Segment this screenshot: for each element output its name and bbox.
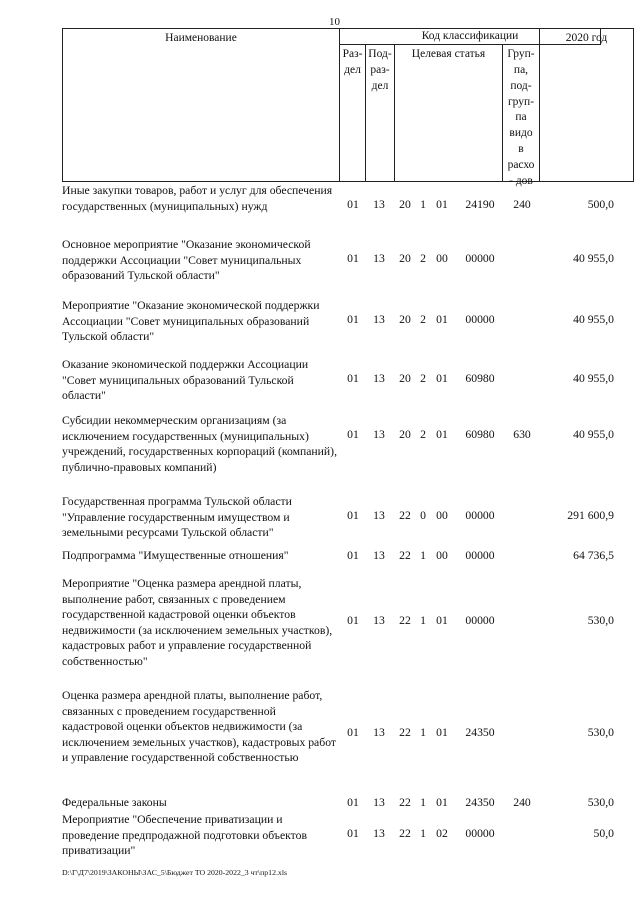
row-target-code: 00000: [465, 614, 495, 627]
header-target: Целевая статья: [394, 44, 503, 182]
row-section: 01: [347, 614, 359, 627]
row-subsection: 13: [373, 726, 385, 739]
row-subsection: 13: [373, 796, 385, 809]
row-target-event: 01: [436, 313, 448, 326]
row-target-event: 01: [436, 372, 448, 385]
row-subsection: 13: [373, 372, 385, 385]
row-target-code: 00000: [465, 827, 495, 840]
row-expense-group: 630: [513, 428, 531, 441]
row-amount: 50,0: [593, 827, 614, 840]
header-code-group: Код классификации: [339, 28, 601, 45]
row-subsection: 13: [373, 313, 385, 326]
row-target-subprogram: 1: [420, 827, 426, 840]
row-name: Оказание экономической поддержки Ассоциации "Совет муниципальных образований Тульской области": [62, 358, 309, 403]
row-target-code: 00000: [465, 509, 495, 522]
row-target-code: 60980: [465, 372, 495, 385]
file-path: D:\Г\Д7\2019\ЗАКОНЫ\ЗАС_5\Бюджет ТО 2020-2022_3 чт\пр12.xls: [62, 868, 288, 877]
row-amount: 40 955,0: [573, 252, 614, 265]
row-name: Федеральные законы: [62, 796, 167, 809]
row-section: 01: [347, 313, 359, 326]
row-target-subprogram: 1: [420, 726, 426, 739]
row-section: 01: [347, 827, 359, 840]
row-target-code: 24350: [465, 726, 495, 739]
row-subsection: 13: [373, 614, 385, 627]
row-amount: 530,0: [587, 614, 614, 627]
header-name-cell: [62, 28, 340, 182]
row-target-program: 20: [399, 252, 411, 265]
row-target-subprogram: 2: [420, 313, 426, 326]
row-subsection: 13: [373, 509, 385, 522]
row-target-program: 22: [399, 796, 411, 809]
row-section: 01: [347, 372, 359, 385]
header-section: Раз- дел: [339, 44, 366, 182]
row-target-event: 01: [436, 726, 448, 739]
row-name: Мероприятие "Оценка размера арендной платы, выполнение работ, связанных с проведением государственной кадастровой оценки объектов недвижимости (за исключением земельных участков), кадастровых работ и управление государственной собственностью": [62, 577, 333, 668]
row-amount: 40 955,0: [573, 313, 614, 326]
row-amount: 500,0: [587, 198, 614, 211]
row-target-event: 01: [436, 796, 448, 809]
row-target-program: 22: [399, 827, 411, 840]
row-subsection: 13: [373, 827, 385, 840]
row-name: Оценка размера арендной платы, выполнение работ, связанных с проведением государственной кадастровой оценки объектов недвижимости (за исключением земельных участков), кадастровых работ и управление государственной собственностью: [62, 689, 336, 765]
row-section: 01: [347, 726, 359, 739]
page-number: 10: [329, 16, 340, 28]
row-subsection: 13: [373, 198, 385, 211]
row-name: Мероприятие "Оказание экономической поддержки Ассоциации "Совет муниципальных образований Тульской области": [62, 299, 320, 344]
row-target-program: 20: [399, 198, 411, 211]
row-target-program: 22: [399, 726, 411, 739]
row-amount: 530,0: [587, 726, 614, 739]
row-expense-group: 240: [513, 198, 531, 211]
row-target-event: 00: [436, 252, 448, 265]
row-target-event: 00: [436, 549, 448, 562]
row-target-code: 00000: [465, 252, 495, 265]
row-target-code: 00000: [465, 313, 495, 326]
row-target-code: 00000: [465, 549, 495, 562]
row-target-program: 20: [399, 313, 411, 326]
row-target-subprogram: 1: [420, 796, 426, 809]
row-target-event: 00: [436, 509, 448, 522]
row-target-subprogram: 1: [420, 549, 426, 562]
header-group: Груп- па, под- груп- па видов расхо- дов: [502, 44, 540, 182]
row-target-program: 22: [399, 614, 411, 627]
row-amount: 291 600,9: [567, 509, 614, 522]
row-amount: 40 955,0: [573, 372, 614, 385]
row-amount: 530,0: [587, 796, 614, 809]
row-target-subprogram: 1: [420, 614, 426, 627]
row-expense-group: 240: [513, 796, 531, 809]
row-section: 01: [347, 198, 359, 211]
header-year: 2020 год: [539, 28, 634, 182]
row-target-subprogram: 2: [420, 252, 426, 265]
row-target-subprogram: 2: [420, 428, 426, 441]
row-target-program: 22: [399, 509, 411, 522]
row-target-event: 01: [436, 428, 448, 441]
row-name: Субсидии некоммерческим организациям (за исключением государственных (муниципальных) учреждений, государственных корпораций (компаний), публично-правовых компаний): [62, 414, 337, 474]
row-subsection: 13: [373, 549, 385, 562]
row-target-program: 22: [399, 549, 411, 562]
row-target-subprogram: 1: [420, 198, 426, 211]
row-target-code: 24350: [465, 796, 495, 809]
row-target-program: 20: [399, 372, 411, 385]
row-subsection: 13: [373, 252, 385, 265]
row-section: 01: [347, 549, 359, 562]
table-header: [62, 28, 634, 187]
row-name: Иные закупки товаров, работ и услуг для обеспечения государственных (муниципальных) нужд: [62, 184, 333, 213]
row-target-subprogram: 2: [420, 372, 426, 385]
row-subsection: 13: [373, 428, 385, 441]
header-subsection: Под- раз- дел: [365, 44, 395, 182]
row-name: Мероприятие "Обеспечение приватизации и проведение предпродажной подготовки объектов приватизации": [62, 813, 307, 858]
row-section: 01: [347, 252, 359, 265]
row-target-code: 24190: [465, 198, 495, 211]
row-amount: 40 955,0: [573, 428, 614, 441]
row-target-program: 20: [399, 428, 411, 441]
row-name: Государственная программа Тульской области "Управление государственным имуществом и земельными ресурсами Тульской области": [62, 495, 292, 540]
row-amount: 64 736,5: [573, 549, 614, 562]
row-target-event: 01: [436, 198, 448, 211]
row-target-event: 01: [436, 614, 448, 627]
row-name: Основное мероприятие "Оказание экономической поддержки Ассоциации "Совет муниципальных образований Тульской области": [62, 238, 311, 283]
row-section: 01: [347, 509, 359, 522]
header-name: Наименование: [165, 32, 237, 44]
row-target-code: 60980: [465, 428, 495, 441]
row-name: Подпрограмма "Имущественные отношения": [62, 549, 289, 562]
row-section: 01: [347, 796, 359, 809]
row-target-subprogram: 0: [420, 509, 426, 522]
row-target-event: 02: [436, 827, 448, 840]
row-section: 01: [347, 428, 359, 441]
